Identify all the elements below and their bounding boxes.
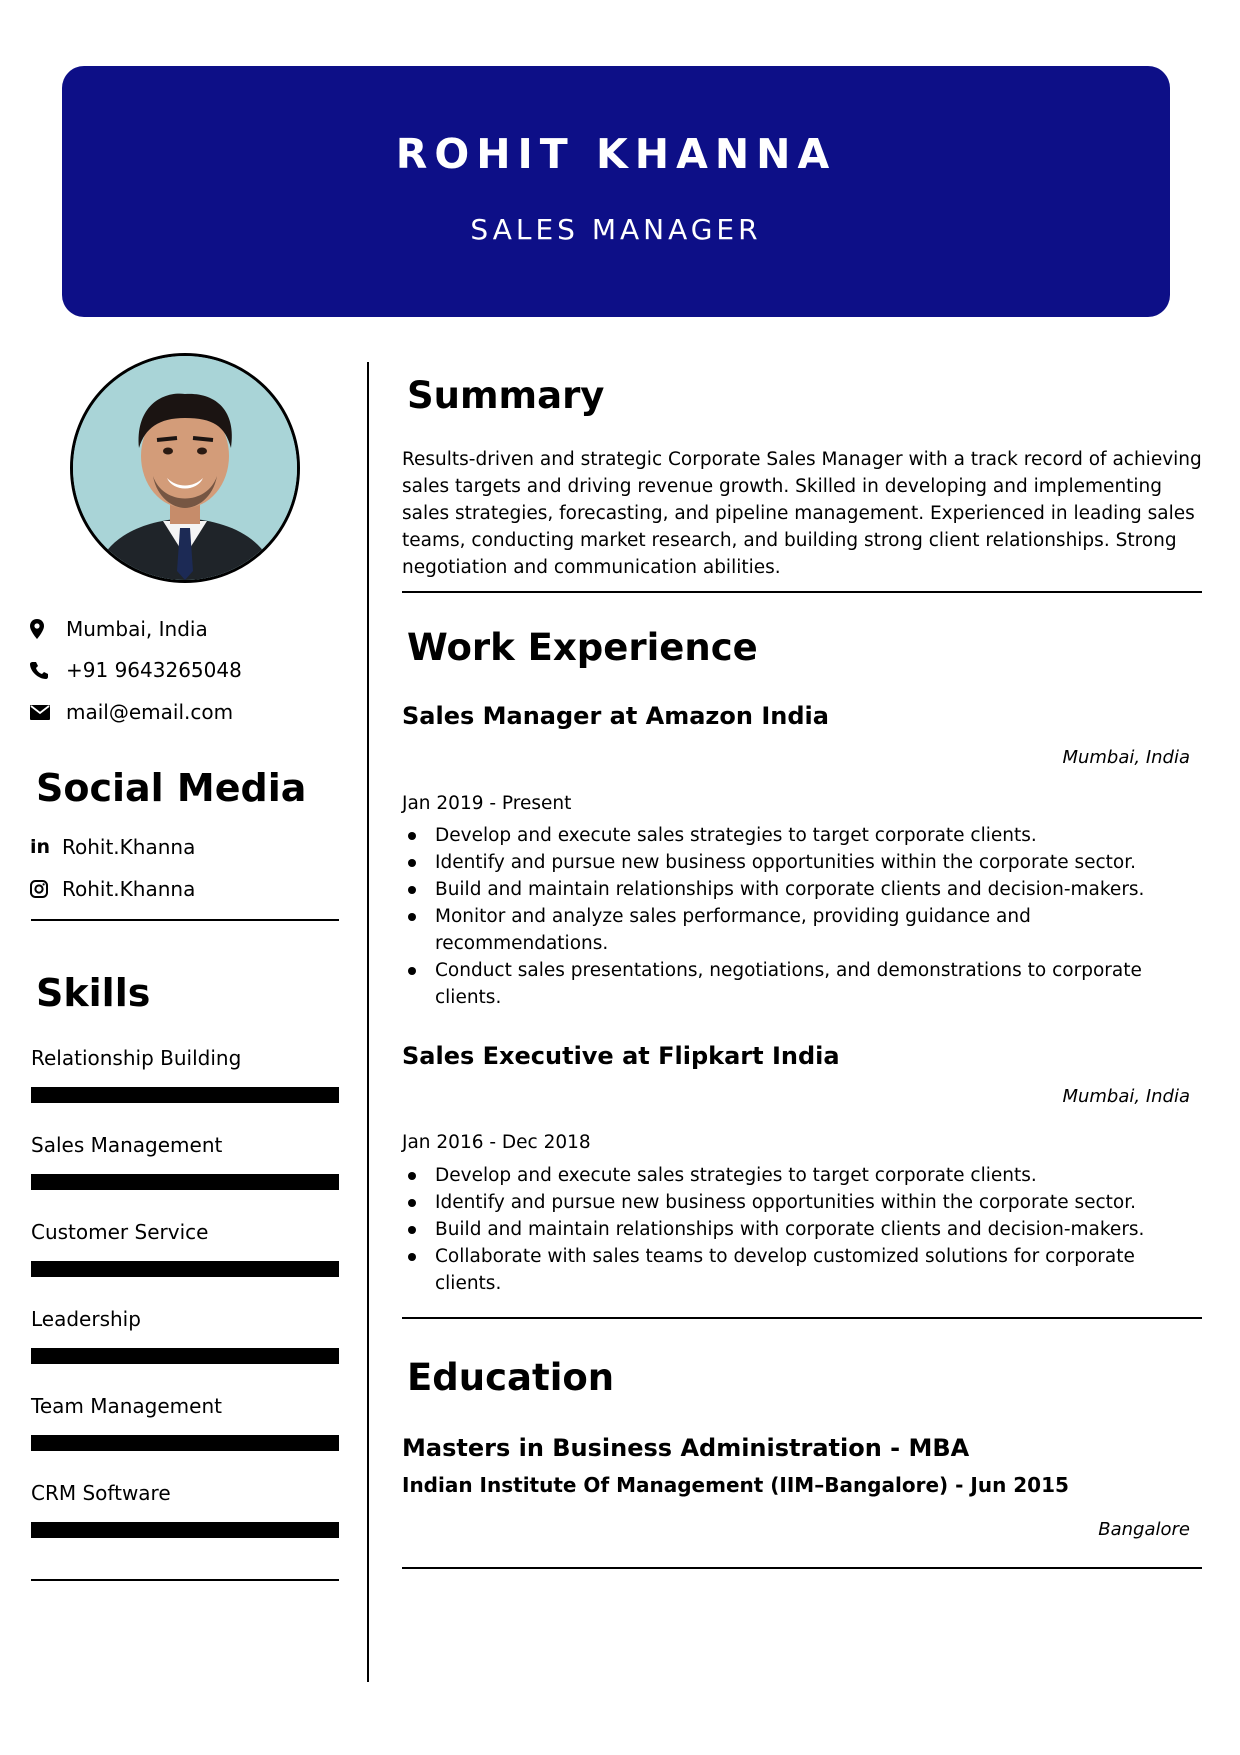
skill-bar-fill bbox=[32, 1349, 338, 1363]
social-media-heading: Social Media bbox=[36, 766, 307, 810]
linkedin-icon: in bbox=[30, 836, 51, 858]
contact-email-text[interactable]: mail@email.com bbox=[66, 700, 234, 724]
job-bullet: Collaborate with sales teams to develop customized solutions for corporate clients. bbox=[402, 1243, 1202, 1297]
contact-location bbox=[30, 617, 208, 641]
skill-bar bbox=[31, 1174, 339, 1190]
skill-label: Leadership bbox=[31, 1307, 141, 1331]
job-bullet: Build and maintain relationships with corporate clients and decision-makers. bbox=[402, 876, 1202, 903]
experience-divider bbox=[402, 1317, 1202, 1319]
skill-bar-fill bbox=[32, 1088, 338, 1102]
experience-heading: Work Experience bbox=[407, 626, 758, 669]
column-divider bbox=[367, 362, 369, 1682]
education-degree: Masters in Business Administration - MBA bbox=[402, 1434, 970, 1462]
skill-bar-fill bbox=[32, 1262, 338, 1276]
skill-bar-fill bbox=[32, 1175, 338, 1189]
social-divider bbox=[31, 919, 339, 921]
job-title: Sales Manager at Amazon India bbox=[402, 702, 829, 730]
phone-icon bbox=[30, 658, 58, 682]
summary-divider bbox=[402, 591, 1202, 593]
header-banner bbox=[62, 66, 1170, 317]
skill-bar bbox=[31, 1261, 339, 1277]
skills-divider bbox=[31, 1579, 339, 1581]
job-bullet: Build and maintain relationships with corporate clients and decision-makers. bbox=[402, 1216, 1202, 1243]
profile-photo bbox=[70, 353, 300, 583]
contact-phone-text: +91 9643265048 bbox=[66, 658, 242, 682]
skill-bar bbox=[31, 1435, 339, 1451]
job-bullet: Identify and pursue new business opportunities within the corporate sector. bbox=[402, 849, 1202, 876]
skill-label: Sales Management bbox=[31, 1133, 223, 1157]
contact-phone bbox=[30, 658, 242, 682]
profile-photo-illustration bbox=[73, 356, 297, 580]
skill-bar bbox=[31, 1522, 339, 1538]
job-bullet: Monitor and analyze sales performance, providing guidance and recommendations. bbox=[402, 903, 1202, 957]
job-bullet: Develop and execute sales strategies to target corporate clients. bbox=[402, 1162, 1202, 1189]
candidate-name: ROHIT KHANNA bbox=[395, 130, 837, 178]
skill-label: Customer Service bbox=[31, 1220, 209, 1244]
contact-location-text: Mumbai, India bbox=[66, 617, 208, 641]
skill-bar-fill bbox=[32, 1523, 338, 1537]
skill-bar bbox=[31, 1087, 339, 1103]
summary-text: Results-driven and strategic Corporate Sales Manager with a track record of achieving sales targets and driving revenue growth. Skilled in developing and implementing sales strategies, forecasting, and pipeline management. Experienced in leading sales teams, conducting market research, and building strong client relationships. Strong negotiation and communication abilities. bbox=[402, 449, 1202, 578]
skills-heading: Skills bbox=[36, 971, 151, 1015]
social-instagram-text[interactable]: Rohit.Khanna bbox=[62, 877, 196, 901]
job-bullet: Identify and pursue new business opportunities within the corporate sector. bbox=[402, 1189, 1202, 1216]
job-dates: Jan 2016 - Dec 2018 bbox=[402, 1132, 591, 1153]
skill-label: CRM Software bbox=[31, 1481, 171, 1505]
instagram-icon bbox=[30, 880, 50, 898]
job-bullets bbox=[402, 1162, 1202, 1297]
job-dates: Jan 2019 - Present bbox=[402, 793, 572, 814]
candidate-role: SALES MANAGER bbox=[470, 213, 762, 246]
job-location: Mumbai, India bbox=[1062, 747, 1190, 768]
social-linkedin[interactable] bbox=[30, 835, 195, 859]
job-bullets bbox=[402, 822, 1202, 1011]
contact-email bbox=[30, 700, 233, 724]
location-pin-icon bbox=[30, 617, 58, 641]
social-linkedin-text[interactable]: Rohit.Khanna bbox=[62, 835, 196, 859]
education-heading: Education bbox=[407, 1356, 615, 1399]
job-location: Mumbai, India bbox=[1062, 1086, 1190, 1107]
skill-label: Relationship Building bbox=[31, 1046, 242, 1070]
summary-heading: Summary bbox=[407, 374, 605, 417]
education-location: Bangalore bbox=[1098, 1519, 1190, 1540]
skill-label: Team Management bbox=[31, 1394, 222, 1418]
envelope-icon bbox=[30, 700, 58, 724]
skill-bar bbox=[31, 1348, 339, 1364]
job-bullet: Conduct sales presentations, negotiations, and demonstrations to corporate clients. bbox=[402, 957, 1202, 1011]
skill-bar-fill bbox=[32, 1436, 338, 1450]
education-institution: Indian Institute Of Management (IIM–Bangalore) - Jun 2015 bbox=[402, 1473, 1069, 1497]
education-divider bbox=[402, 1567, 1202, 1569]
job-title: Sales Executive at Flipkart India bbox=[402, 1042, 840, 1070]
social-instagram[interactable] bbox=[30, 877, 195, 901]
job-bullet: Develop and execute sales strategies to target corporate clients. bbox=[402, 822, 1202, 849]
